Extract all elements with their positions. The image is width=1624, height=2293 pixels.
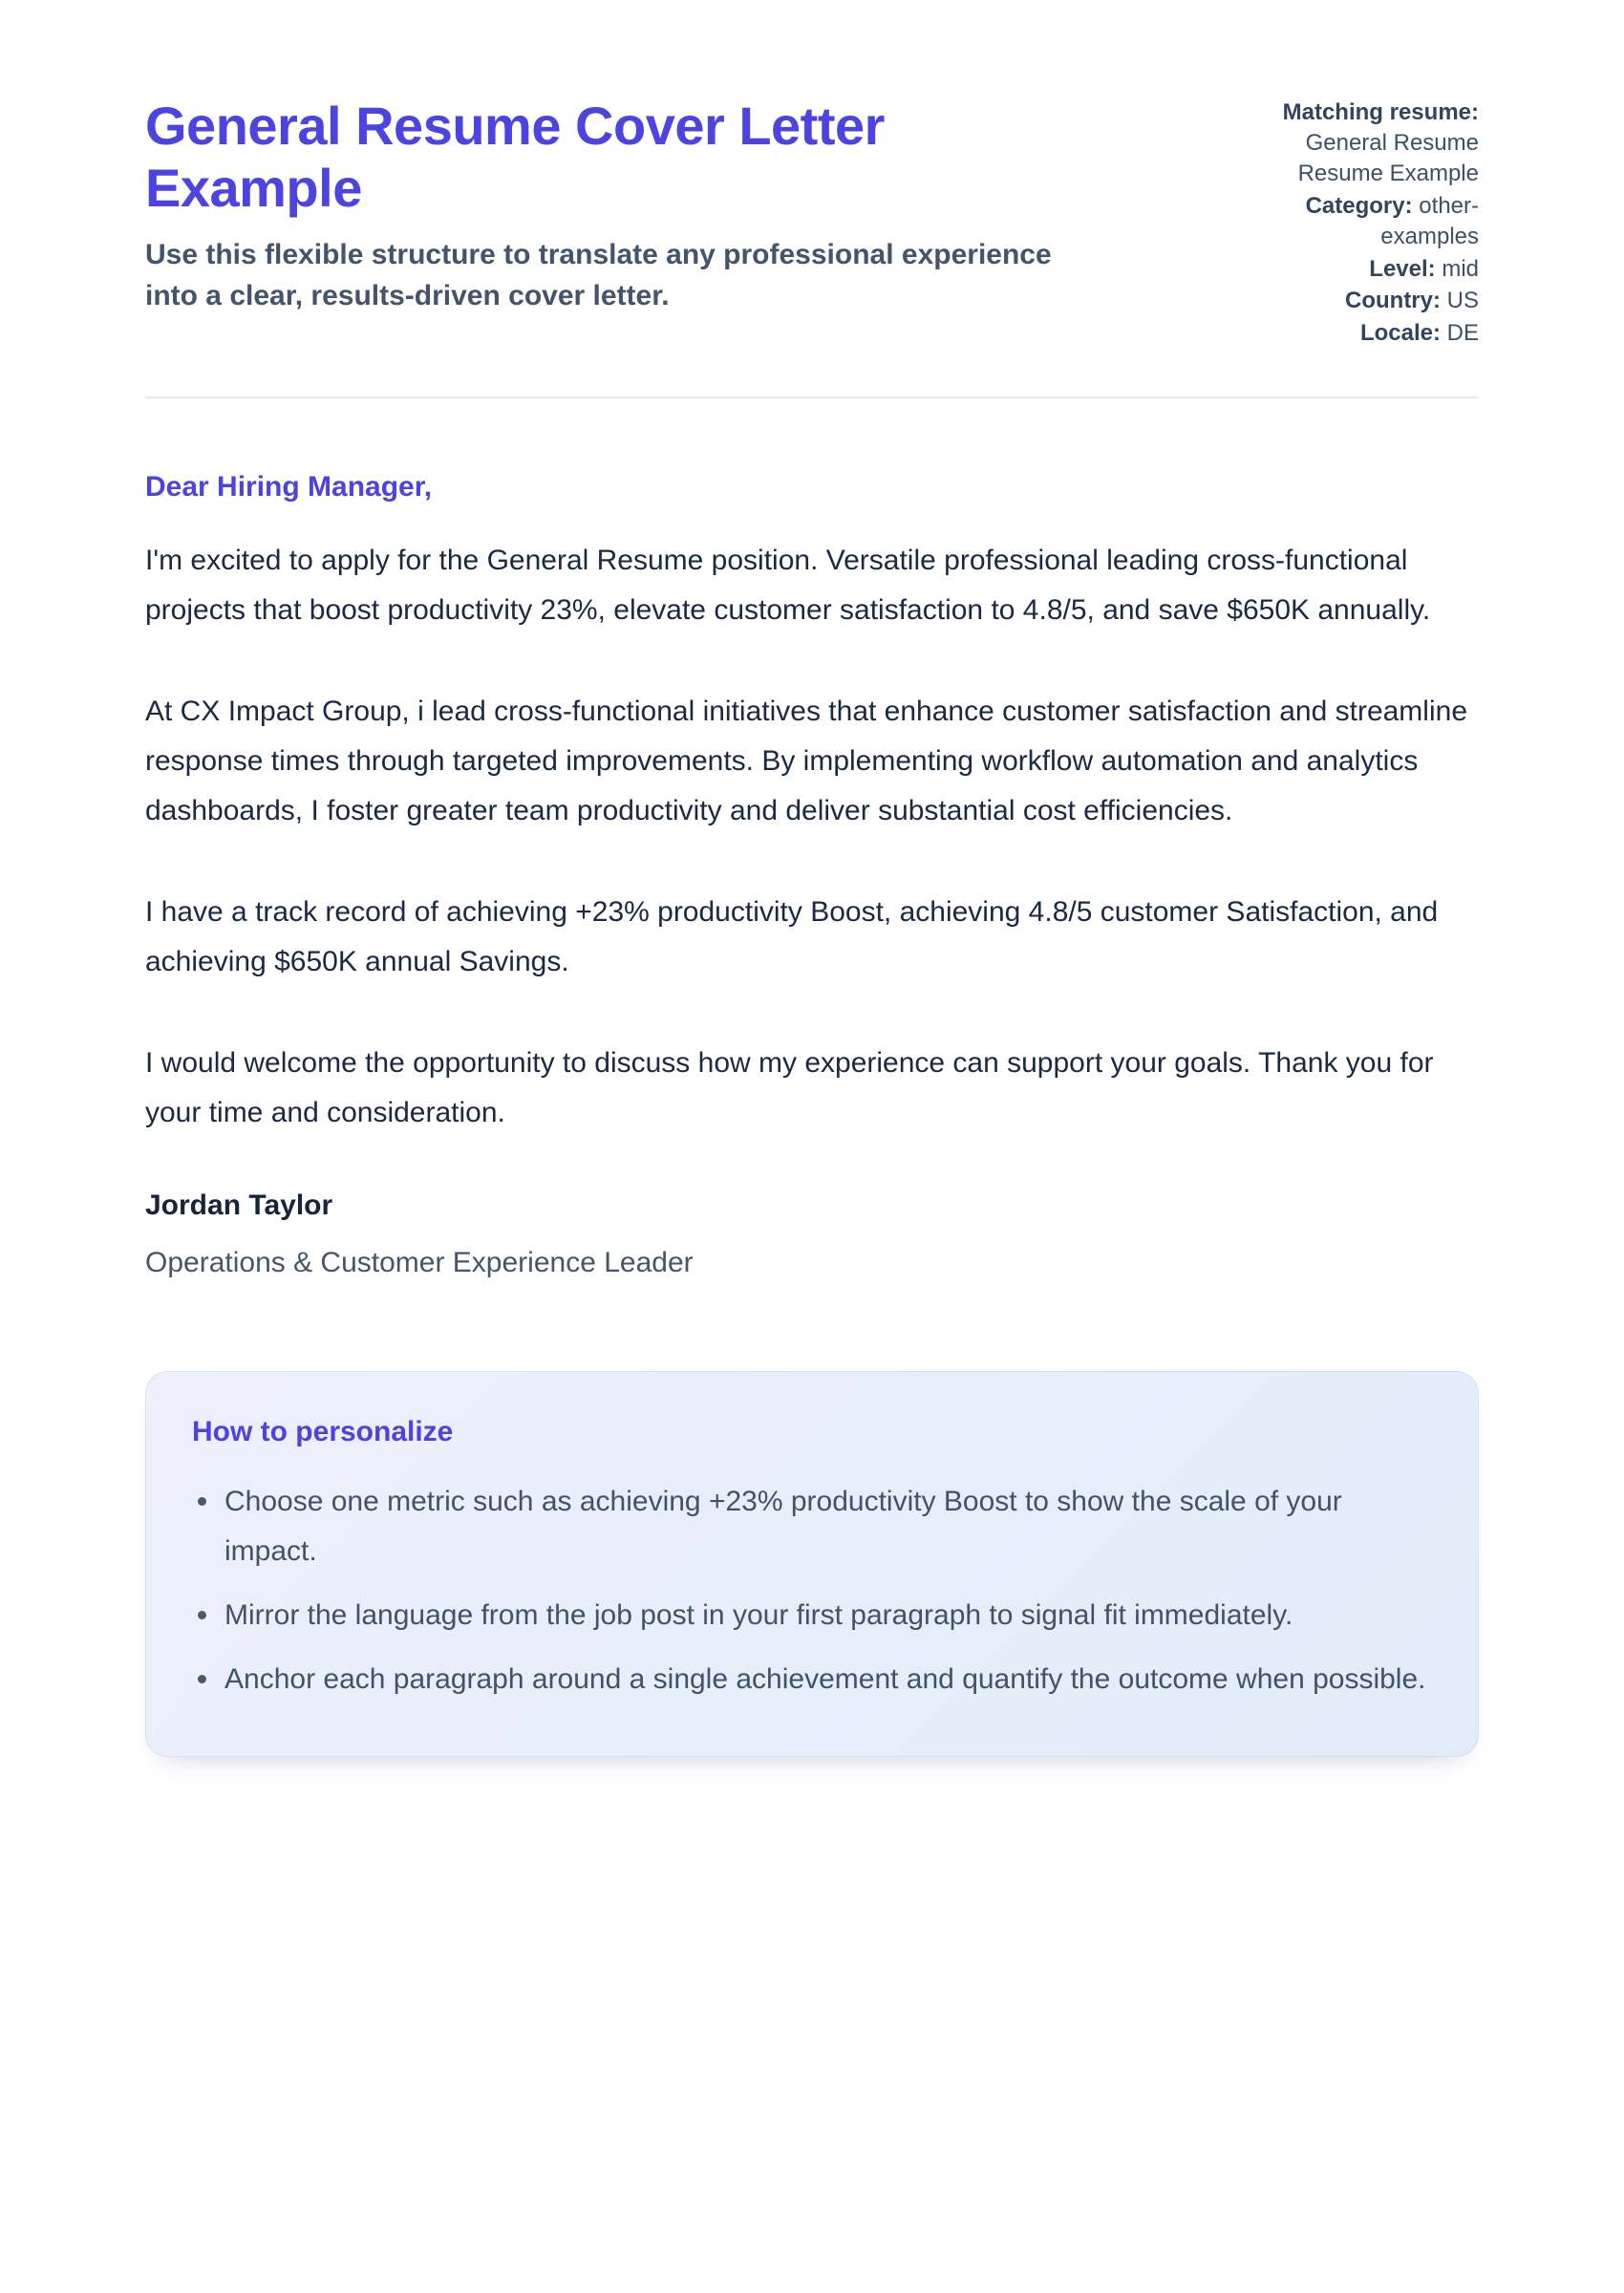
paragraph-track-record: I have a track record of achieving +23% productivity Boost, achieving 4.8/5 customer Satisfaction, and achieving $650K annual Savings.	[145, 896, 1439, 978]
signature-name: Jordan Taylor	[145, 1189, 333, 1222]
cover-letter-body	[145, 471, 1479, 1279]
tip-item-mirror-language: Mirror the language from the job post in your first paragraph to signal fit immediately.	[192, 1591, 1432, 1640]
tips-card-title: How to personalize	[192, 1416, 454, 1448]
page-subtitle: Use this flexible structure to translate any professional experience into a clear, results-driven cover letter.	[145, 238, 1052, 311]
meta-row-category	[1221, 191, 1479, 252]
meta-label: Country:	[1345, 288, 1441, 314]
meta-value: General Resume Resume Example	[1297, 129, 1479, 186]
paragraph-experience: At CX Impact Group, i lead cross-functional initiatives that enhance customer satisfaction and streamline response times through targeted improvements. By implementing workflow automation and analytics dashboards, I foster greater team productivity and deliver substantial cost efficiencies.	[145, 696, 1467, 827]
meta-value: mid	[1442, 255, 1479, 282]
signature-role: Operations & Customer Experience Leader	[145, 1247, 694, 1279]
meta-value: DE	[1446, 320, 1479, 347]
meta-value: US	[1446, 288, 1479, 314]
meta-label: Category:	[1305, 192, 1413, 219]
tips-list	[192, 1477, 1432, 1704]
page-title: General Resume Cover Letter Example	[145, 96, 885, 218]
meta-row-locale	[1221, 318, 1479, 349]
paragraph-intro: I'm excited to apply for the General Resume position. Versatile professional leading cross-functional projects that boost productivity 23%, elevate customer satisfaction to 4.8/5, and save $650K annually.	[145, 545, 1431, 627]
meta-row-country	[1221, 286, 1479, 316]
meta-label: Matching resume:	[1282, 99, 1479, 125]
header-title-block	[145, 96, 1062, 316]
page-header	[145, 96, 1479, 351]
meta-label: Locale:	[1359, 320, 1441, 347]
meta-value: other-examples	[1380, 192, 1479, 249]
tip-item-anchor-paragraph: Anchor each paragraph around a single achievement and quantify the outcome when possible.	[192, 1655, 1432, 1704]
header-divider	[145, 396, 1479, 398]
how-to-personalize-card	[145, 1371, 1479, 1757]
meta-row-matching-resume	[1221, 97, 1479, 189]
greeting: Dear Hiring Manager,	[145, 471, 433, 504]
tip-item-metric: Choose one metric such as achieving +23% productivity Boost to show the scale of your impact.	[192, 1477, 1432, 1576]
paragraph-closing: I would welcome the opportunity to discuss how my experience can support your goals. Thank you for your time and consideration.	[145, 1047, 1434, 1129]
resume-meta-block	[1221, 96, 1479, 351]
meta-row-level	[1221, 254, 1479, 285]
meta-label: Level:	[1369, 255, 1436, 282]
